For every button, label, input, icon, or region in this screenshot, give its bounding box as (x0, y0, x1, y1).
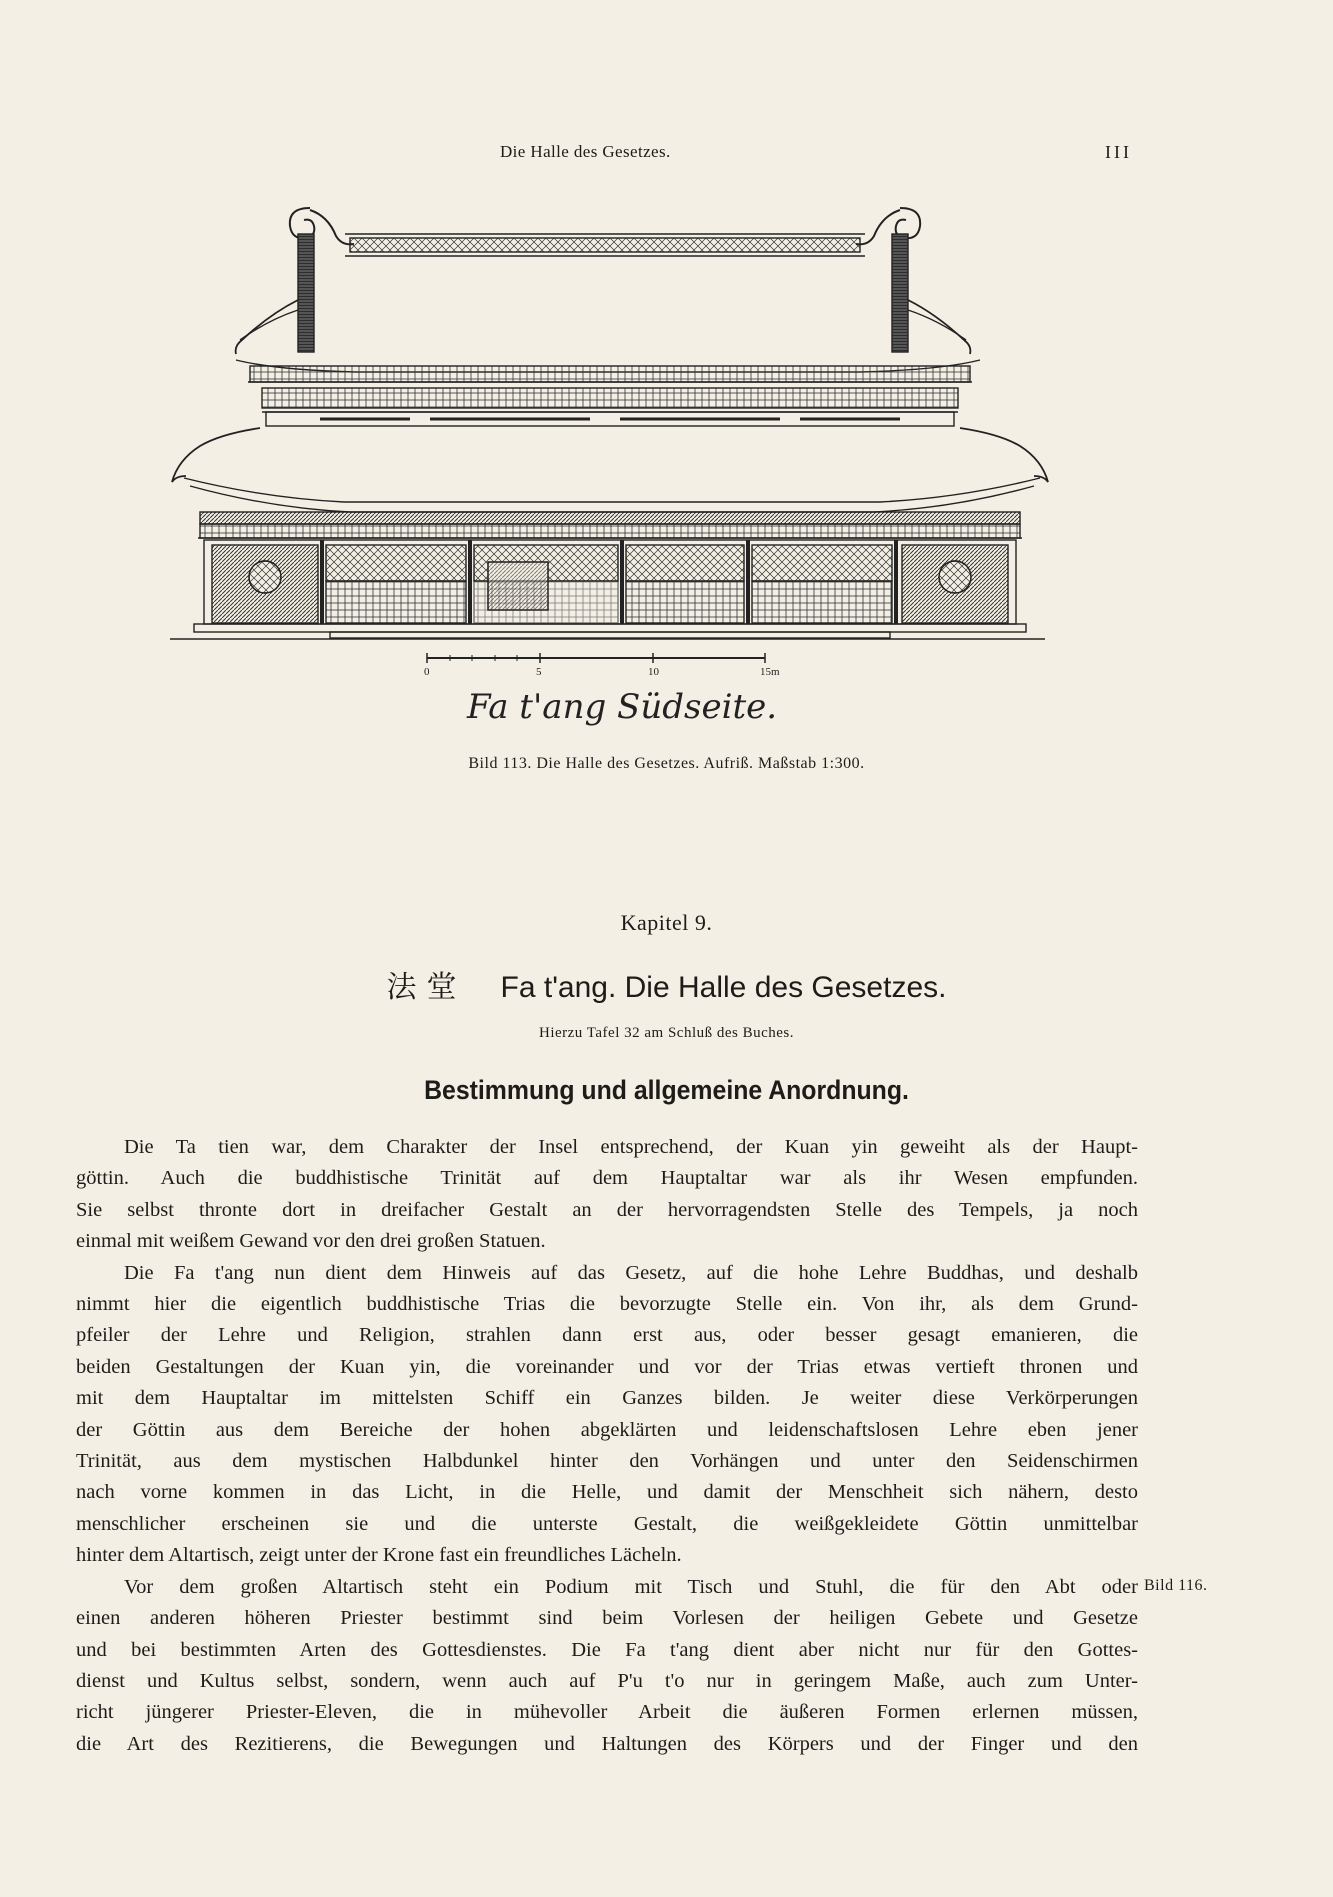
scale-bar (424, 653, 780, 678)
chapter-title (0, 962, 1333, 1006)
text-line: die Art des Rezitierens, die Bewegungen und Haltungen des Körpers und der Finger und den (76, 1732, 1138, 1755)
elevation-drawing (170, 190, 1050, 730)
upper-roof (236, 300, 980, 426)
scale-tick-10: 10 (648, 666, 659, 678)
running-title: Die Halle des Gesetzes. (500, 142, 671, 161)
text-line: hinter dem Altartisch, zeigt unter der Krone fast ein freundliches Lächeln. (76, 1544, 682, 1567)
chapter-title-hanzi: 法堂 (386, 970, 467, 1005)
hall-elevation-svg (170, 190, 1050, 730)
chapter-label: Kapitel 9. (620, 910, 713, 935)
text-line: menschlicher erscheinen sie und die unterste Gestalt, die weißgekleidete Göttin unmittelbar (76, 1512, 1138, 1535)
text-line: nimmt hier die eigentlich buddhistische Trias die bevorzugte Stelle ein. Von ihr, als dem Grund- (76, 1293, 1138, 1316)
scale-tick-0: 0 (424, 666, 430, 678)
chapter-note: Hierzu Tafel 32 am Schluß des Buches. (538, 1025, 795, 1041)
text-line: Die Ta tien war, dem Charakter der Insel entsprechend, der Kuan yin geweiht als der Haupt- (124, 1136, 1138, 1158)
text-line: Sie selbst thronte dort in dreifacher Gestalt an der hervorragendsten Stelle des Tempels, ja noch (76, 1198, 1138, 1221)
text-line: beiden Gestaltungen der Kuan yin, die voreinander und vor der Trias etwas vertieft thronen und (76, 1355, 1138, 1378)
body-text (76, 1132, 1138, 1760)
roof-ridge (290, 208, 920, 352)
text-line: göttin. Auch die buddhistische Trinität auf dem Hauptaltar war als ihr Wesen empfunden. (76, 1167, 1138, 1190)
text-line: mit dem Hauptaltar im mittelsten Schiff ein Ganzes bilden. Je weiter diese Verkörperungen (76, 1387, 1138, 1410)
scale-tick-15: 15m (760, 666, 780, 678)
scale-tick-5: 5 (536, 666, 542, 678)
text-line: einen anderen höheren Priester bestimmt sind beim Vorlesen der heiligen Gebete und Gesetze (76, 1607, 1138, 1630)
text-line: dienst und Kultus selbst, sondern, wenn auch auf P'u t'o nur in geringem Maße, auch zum Unter- (76, 1669, 1138, 1692)
margin-note: Bild 116. (1144, 1577, 1208, 1594)
text-line: Trinität, aus dem mystischen Halbdunkel hinter den Vorhängen und unter den Seidenschirmen (76, 1450, 1138, 1473)
text-line: richt jüngerer Priester-Eleven, die in mühevoller Arbeit die äußeren Formen erlernen müssen, (76, 1701, 1138, 1724)
text-line: Die Fa t'ang nun dient dem Hinweis auf das Gesetz, auf die hohe Lehre Buddhas, und deshalb (124, 1261, 1138, 1284)
text-line: nach vorne kommen in das Licht, in die Helle, und damit der Menschheit sich nähern, desto (76, 1481, 1138, 1504)
text-line: der Göttin aus dem Bereiche der hohen abgeklärten und leidenschaftslosen Lehre eben jener (76, 1418, 1138, 1441)
section-heading: Bestimmung und allgemeine Anordnung. (424, 1075, 909, 1105)
text-line: und bei bestimmten Arten des Gottesdienstes. Die Fa t'ang dient aber nicht nur für den Gottes- (76, 1638, 1138, 1661)
lower-roof (172, 428, 1048, 538)
page-number: III (1105, 142, 1132, 162)
handwritten-caption: Fa t'ang Südseite. (466, 687, 778, 727)
facade (194, 540, 1026, 638)
running-head (0, 142, 1333, 166)
chapter-title-text: Fa t'ang. Die Halle des Gesetzes. (500, 971, 947, 1004)
text-line: pfeiler der Lehre und Religion, strahlen dann erst aus, oder besser gesagt emanieren, die (76, 1324, 1138, 1347)
text-line: einmal mit weißem Gewand vor den drei großen Statuen. (76, 1230, 546, 1253)
figure-caption: Bild 113. Die Halle des Gesetzes. Aufriß. Maßstab 1:300. (468, 755, 865, 772)
text-line: Vor dem großen Altartisch steht ein Podium mit Tisch und Stuhl, die für den Abt oder (124, 1575, 1138, 1598)
